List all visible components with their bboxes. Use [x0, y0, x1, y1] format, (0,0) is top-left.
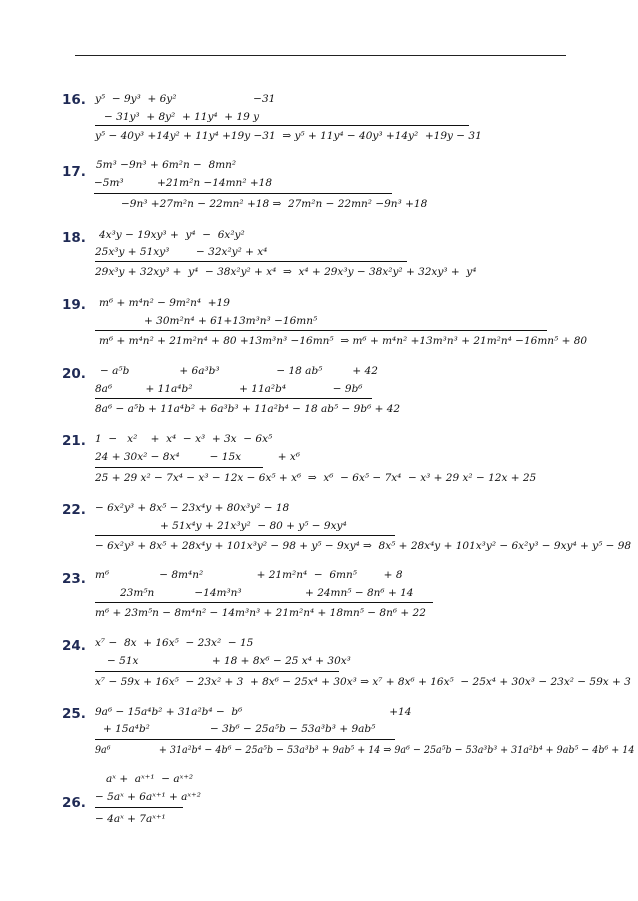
problem-16-result: y⁵ − 40y³ +14y² + 11y⁴ +19y −31 ⇒ y⁵ + 11y⁴ − 40y³ +14y² +19y − 31: [95, 130, 482, 142]
problem-25-line-2: + 15a⁴b² − 3b⁶ − 25a⁵b − 53a³b³ + 9ab⁵: [103, 723, 376, 735]
problem-number-24: 24.: [62, 638, 86, 654]
problem-17-line-1: 5m³ −9n³ + 6m²n − 8mn²: [96, 159, 237, 171]
problem-20-sum-rule: [95, 398, 372, 399]
problem-26-sum-rule: [95, 807, 183, 808]
problem-17-line-2: −5m³ +21m²n −14mn² +18: [94, 177, 273, 189]
problem-19-line-1: m⁶ + m⁴n² − 9m²n⁴ +19: [99, 297, 230, 309]
problem-17-result: −9n³ +27m²n − 22mn² +18 ⇒ 27m²n − 22mn² −9n³ +18: [121, 198, 428, 210]
problem-number-21: 21.: [62, 433, 86, 449]
problem-number-17: 17.: [62, 164, 86, 180]
problem-18-result: 29x³y + 32xy³ + y⁴ − 38x²y² + x⁴ ⇒ x⁴ + 29x³y − 38x²y² + 32xy³ + y⁴: [95, 266, 477, 278]
problem-25-result: 9a⁶ + 31a²b⁴ − 4b⁶ − 25a⁵b − 53a³b³ + 9ab⁵ + 14 ⇒ 9a⁶ − 25a⁵b − 53a³b³ + 31a²b⁴ + 9ab⁵ − 4b⁶ + 14: [95, 744, 635, 756]
problem-26-result: − 4aˣ + 7aˣ⁺¹: [95, 813, 166, 825]
problem-21-sum-rule: [95, 467, 263, 468]
problem-23-sum-rule: [95, 602, 433, 603]
problem-19-sum-rule: [95, 330, 547, 331]
problem-24-line-2: − 51x + 18 + 8x⁶ − 25 x⁴ + 30x³: [107, 655, 351, 667]
problem-21-line-2: 24 + 30x² − 8x⁴ − 15x + x⁶: [95, 451, 301, 463]
problem-20-line-1: − a⁵b + 6a³b³ − 18 ab⁵ + 42: [100, 365, 378, 377]
problem-18-line-2: 25x³y + 51xy³ − 32x²y² + x⁴: [95, 246, 268, 258]
problem-22-result: − 6x²y³ + 8x⁵ + 28x⁴y + 101x³y² − 98 + y⁵ − 9xy⁴ ⇒ 8x⁵ + 28x⁴y + 101x³y² − 6x²y³ − 9xy⁴ + y⁵ − 98: [95, 540, 632, 552]
problem-16-line-1: y⁵ − 9y³ + 6y² −31: [95, 93, 276, 105]
problem-20-line-2: 8a⁶ + 11a⁴b² + 11a²b⁴ − 9b⁶: [95, 383, 363, 395]
problem-number-23: 23.: [62, 571, 86, 587]
problem-number-22: 22.: [62, 502, 86, 518]
problem-19-line-2: + 30m²n⁴ + 61+13m³n³ −16mn⁵: [144, 315, 318, 327]
problem-25-line-1: 9a⁶ − 15a⁴b² + 31a²b⁴ − b⁶ +14: [95, 706, 412, 718]
problem-22-line-1: − 6x²y³ + 8x⁵ − 23x⁴y + 80x³y² − 18: [95, 502, 290, 514]
problem-number-18: 18.: [62, 230, 86, 246]
problem-22-line-2: + 51x⁴y + 21x³y² − 80 + y⁵ − 9xy⁴: [160, 520, 347, 532]
problem-22-sum-rule: [95, 535, 395, 536]
problem-20-result: 8a⁶ − a⁵b + 11a⁴b² + 6a³b³ + 11a²b⁴ − 18 ab⁵ − 9b⁶ + 42: [95, 403, 401, 415]
header-rule: [75, 55, 566, 56]
problem-26-line-2: − 5aˣ + 6aˣ⁺¹ + aˣ⁺²: [95, 791, 201, 803]
problem-number-20: 20.: [62, 366, 86, 382]
problem-21-line-1: 1 − x² + x⁴ − x³ + 3x − 6x⁵: [95, 433, 273, 445]
problem-24-line-1: x⁷ − 8x + 16x⁵ − 23x² − 15: [95, 637, 254, 649]
problem-number-26: 26.: [62, 795, 86, 811]
problem-25-sum-rule: [95, 739, 395, 740]
problem-23-result: m⁶ + 23m⁵n − 8m⁴n² − 14m³n³ + 21m²n⁴ + 18mn⁵ − 8n⁶ + 22: [95, 607, 426, 619]
problem-16-line-2: − 31y³ + 8y² + 11y⁴ + 19 y: [104, 111, 260, 123]
problem-number-25: 25.: [62, 706, 86, 722]
problem-23-line-1: m⁶ − 8m⁴n² + 21m²n⁴ − 6mn⁵ + 8: [95, 569, 403, 581]
problem-19-result: m⁶ + m⁴n² + 21m²n⁴ + 80 +13m³n³ −16mn⁵ ⇒ m⁶ + m⁴n² +13m³n³ + 21m²n⁴ −16mn⁵ + 80: [99, 335, 588, 347]
problem-24-sum-rule: [95, 671, 339, 672]
problem-18-sum-rule: [95, 261, 407, 262]
problem-number-16: 16.: [62, 92, 86, 108]
problem-26-line-1: aˣ + aˣ⁺¹ − aˣ⁺²: [106, 773, 194, 785]
problem-23-line-2: 23m⁵n −14m³n³ + 24mn⁵ − 8n⁶ + 14: [120, 587, 414, 599]
problem-number-19: 19.: [62, 297, 86, 313]
problem-18-line-1: 4x³y − 19xy³ + y⁴ − 6x²y²: [99, 229, 245, 241]
problem-16-sum-rule: [95, 125, 469, 126]
problem-21-result: 25 + 29 x² − 7x⁴ − x³ − 12x − 6x⁵ + x⁶ ⇒ x⁶ − 6x⁵ − 7x⁴ − x³ + 29 x² − 12x + 25: [95, 472, 537, 484]
problem-17-sum-rule: [94, 193, 392, 194]
problem-24-result: x⁷ − 59x + 16x⁵ − 23x² + 3 + 8x⁶ − 25x⁴ + 30x³ ⇒ x⁷ + 8x⁶ + 16x⁵ − 25x⁴ + 30x³ − 23x² − 59x + 3: [95, 676, 631, 688]
